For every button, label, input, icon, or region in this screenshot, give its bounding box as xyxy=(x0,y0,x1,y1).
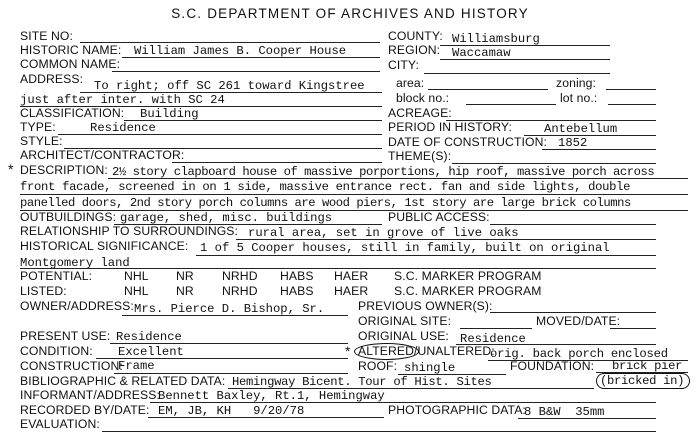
moved-date-line xyxy=(610,328,656,329)
architect-line xyxy=(172,162,382,163)
original-site-line xyxy=(460,328,532,329)
themes-line xyxy=(452,163,656,164)
description-line-1 xyxy=(108,178,688,179)
description-line-2 xyxy=(20,194,688,195)
address-label: ADDRESS: xyxy=(20,72,84,86)
lot-no-line xyxy=(608,104,656,105)
present-use-value: Residence xyxy=(116,330,182,344)
page-title: S.C. DEPARTMENT OF ARCHIVES AND HISTORY xyxy=(171,6,529,21)
historic-name-label: HISTORIC NAME: xyxy=(20,43,122,57)
original-site-label: ORIGINAL SITE: xyxy=(358,314,452,328)
listed-marker: S.C. MARKER PROGRAM xyxy=(394,284,542,298)
roof-value: shingle xyxy=(404,361,456,375)
block-no-line xyxy=(466,104,556,105)
condition-value: Excellent xyxy=(118,345,184,359)
listed-nrhd: NRHD xyxy=(222,284,258,298)
historic-name-value: William James B. Cooper House xyxy=(134,44,347,58)
address-value-2: just after inter. with SC 24 xyxy=(20,93,225,107)
zoning-line xyxy=(606,89,656,90)
block-no-label: block no.: xyxy=(396,91,450,105)
owner-line xyxy=(122,315,348,316)
site-no-line xyxy=(80,42,380,43)
foundation-value-1: brick pier xyxy=(612,359,683,373)
public-access-line xyxy=(490,224,656,225)
classification-label: CLASSIFICATION: xyxy=(20,106,125,120)
date-construction-label: DATE OF CONSTRUCTION: xyxy=(388,135,547,149)
style-label: STYLE: xyxy=(20,134,63,148)
address-value-1: To right; off SC 261 toward Kingstree xyxy=(94,79,365,93)
evaluation-line xyxy=(102,431,656,432)
potential-habs: HABS xyxy=(280,269,314,283)
county-label: COUNTY: xyxy=(388,29,443,43)
common-name-line xyxy=(112,71,380,72)
potential-label: POTENTIAL: xyxy=(20,269,93,283)
significance-value-1: 1 of 5 Cooper houses, still in family, built on original xyxy=(200,241,610,255)
present-use-label: PRESENT USE: xyxy=(20,329,111,343)
bibliographic-value: Hemingway Bicent. Tour of Hist. Sites xyxy=(232,375,492,389)
potential-nrhd: NRHD xyxy=(222,269,258,283)
description-value-1: 2½ story clapboard house of massive porportions, hip roof, massive porch across xyxy=(112,165,655,179)
unaltered-value: orig. back porch enclosed xyxy=(490,347,668,361)
region-label: REGION: xyxy=(388,43,441,57)
construction-value: Frame xyxy=(118,359,155,373)
zoning-label: zoning: xyxy=(556,76,596,90)
listed-nr: NR xyxy=(176,284,194,298)
unaltered-label: /UNALTERED: xyxy=(414,344,495,358)
construction-label: CONSTRUCTION: xyxy=(20,359,123,373)
period-label: PERIOD IN HISTORY: xyxy=(388,120,512,134)
city-line xyxy=(424,73,610,74)
listed-nhl: NHL xyxy=(124,284,149,298)
present-use-line xyxy=(110,343,348,344)
owner-value: Mrs. Pierce D. Bishop, Sr. xyxy=(134,302,325,316)
original-use-label: ORIGINAL USE: xyxy=(358,329,449,343)
date-construction-line xyxy=(542,149,656,150)
relationship-label: RELATIONSHIP TO SURROUNDINGS: xyxy=(20,224,239,238)
photographic-line xyxy=(518,418,656,419)
previous-owners-label: PREVIOUS OWNER(S): xyxy=(358,299,493,313)
roof-label: ROOF: xyxy=(358,359,398,373)
significance-label: HISTORICAL SIGNIFICANCE: xyxy=(20,239,189,253)
significance-value-2: Montgomery land xyxy=(20,256,130,270)
region-line xyxy=(440,59,610,60)
potential-marker: S.C. MARKER PROGRAM xyxy=(394,269,542,283)
altered-star: * xyxy=(345,343,351,359)
county-value: Williamsburg xyxy=(452,32,540,46)
type-line xyxy=(58,134,382,135)
photographic-value: 8 B&W 35mm xyxy=(524,405,605,419)
outbuildings-label: OUTBUILDINGS: xyxy=(20,210,117,224)
description-star: * xyxy=(8,161,14,177)
site-no-label: SITE NO: xyxy=(20,29,73,43)
potential-haer: HAER xyxy=(334,269,369,283)
listed-habs: HABS xyxy=(280,284,314,298)
condition-label: CONDITION: xyxy=(20,344,93,358)
altered-label: ALTERED xyxy=(358,344,415,358)
lot-no-label: lot no.: xyxy=(560,91,598,105)
description-label: DESCRIPTION: xyxy=(20,163,108,177)
foundation-label: FOUNDATION: xyxy=(510,359,595,373)
recorded-line xyxy=(148,417,384,418)
description-value-3: panelled doors, 2nd story porch columns are wood piers, 1st story are large brick columns xyxy=(20,196,631,210)
historic-name-line xyxy=(122,57,380,58)
potential-nhl: NHL xyxy=(124,269,149,283)
type-label: TYPE: xyxy=(20,120,56,134)
bibliographic-label: BIBLIOGRAPHIC & RELATED DATA: xyxy=(20,374,226,388)
date-construction-value: 1852 xyxy=(558,136,588,150)
city-label: CITY: xyxy=(388,58,419,72)
previous-owners-line xyxy=(490,312,656,313)
informant-label: INFORMANT/ADDRESS: xyxy=(20,388,160,402)
common-name-label: COMMON NAME: xyxy=(20,57,121,71)
period-value: Antebellum xyxy=(544,122,618,136)
photographic-label: PHOTOGRAPHIC DATA: xyxy=(388,403,526,417)
classification-value: Building xyxy=(140,107,199,121)
relationship-line xyxy=(236,239,656,240)
architect-label: ARCHITECT/CONTRACTOR: xyxy=(20,148,185,162)
original-use-value: Residence xyxy=(460,332,526,346)
classification-line xyxy=(124,120,382,121)
relationship-value: rural area, set in grove of live oaks xyxy=(248,226,519,240)
moved-date-label: MOVED/DATE: xyxy=(536,314,621,328)
potential-nr: NR xyxy=(176,269,194,283)
area-line xyxy=(428,89,548,90)
recorded-label: RECORDED BY/DATE: xyxy=(20,403,150,417)
public-access-label: PUBLIC ACCESS: xyxy=(388,210,490,224)
owner-label: OWNER/ADDRESS: xyxy=(20,299,134,313)
region-value: Waccamaw xyxy=(452,46,511,60)
themes-label: THEME(S): xyxy=(388,149,452,163)
outbuildings-value: garage, shed, misc. buildings xyxy=(120,211,333,225)
description-value-2: front facade, screened in on 1 side, massive entrance rect. fan and side lights, double xyxy=(20,180,631,194)
recorded-value: EM, JB, KH 9/20/78 xyxy=(158,404,305,418)
evaluation-label: EVALUATION: xyxy=(20,417,100,431)
foundation-value-2: (bricked in) xyxy=(600,374,685,388)
significance-line-1 xyxy=(196,255,656,256)
informant-value: Bennett Baxley, Rt.1, Hemingway xyxy=(158,389,385,403)
acreage-label: ACREAGE: xyxy=(388,106,452,120)
listed-haer: HAER xyxy=(334,284,369,298)
listed-label: LISTED: xyxy=(20,284,67,298)
type-value: Residence xyxy=(90,121,156,135)
area-label: area: xyxy=(396,76,425,90)
